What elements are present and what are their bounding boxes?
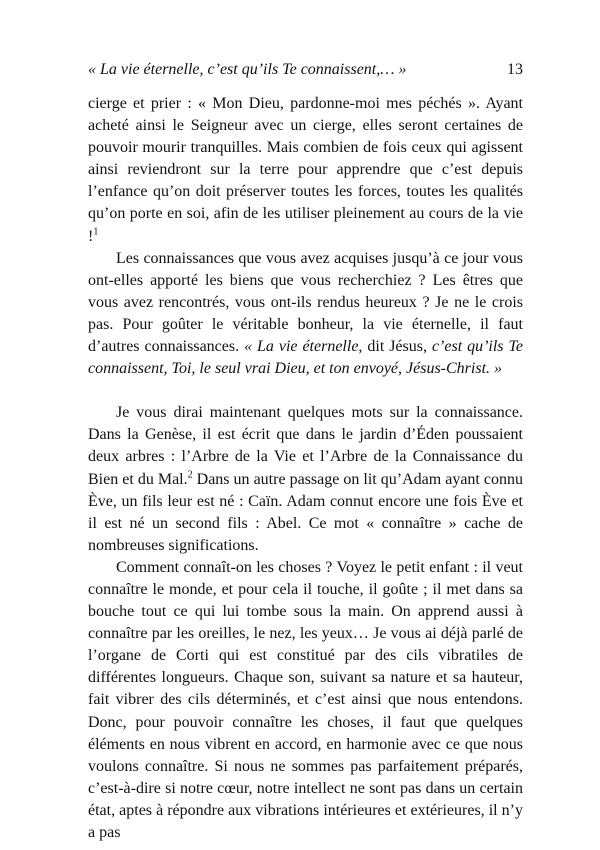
paragraph-3-text: Je vous dirai maintenant quelques mots sur la connaissance. Dans la Genèse, il est écrit que dans le jardin d’Éden poussaient deux arbres : l’Arbre de la Vie et l’Arbre de la Connaissance du Bien et du Mal. xyxy=(88,404,523,488)
paragraph-3 xyxy=(88,402,523,557)
page-header xyxy=(88,60,523,80)
paragraph-3-text-continued: Dans un autre passage on lit qu’Adam ayant connu Ève, un fils leur est né : Caïn. Adam connut encore une fois Ève et il est né un second fils : Abel. Ce mot « connaître » cache de nombreuses significations. xyxy=(88,470,523,554)
paragraph-1 xyxy=(88,93,523,248)
footnote-ref-2: 2 xyxy=(187,469,193,481)
footnote-ref-1: 1 xyxy=(93,226,99,238)
paragraph-2-attribution: dit Jésus, xyxy=(362,338,432,356)
paragraph-2 xyxy=(88,248,523,381)
running-title: « La vie éternelle, c’est qu’ils Te connaissent,… » xyxy=(88,61,407,78)
paragraph-4-text: Comment connaît-on les choses ? Voyez le petit enfant : il veut connaître le monde, et pour cela il touche, il goûte ; il met dans sa bouche tout ce qui lui tombe sous la main. On apprend aussi à connaître par les oreilles, le nez, les yeux… Je vous ai déjà parlé de l’organe de Corti qui est constitué par des cils vibratiles de différentes longueurs. Chaque son, suivant sa nature et sa hauteur, fait vibrer des cils déterminés, et c’est ainsi que nous entendons. Donc, pour pouvoir connaître les choses, il faut que quelques éléments en nous vibrent en accord, en harmonie avec ce que nous voulons connaître. Si nous ne sommes pas parfaitement préparés, c’est-à-dire si notre cœur, notre intellect ne sont pas dans un certain état, aptes à répondre aux vibrations intérieures et extérieures, il n’y a pas xyxy=(88,558,523,841)
paragraph-1-text: cierge et prier : « Mon Dieu, pardonne-moi mes péchés ». Ayant acheté ainsi le Seigneur avec un cierge, elles seront certaines de pouvoir mourir tranquilles. Mais combien de fois ceux qui agissent ainsi reviendront sur la terre pour apprendre que c’est depuis l’enfance qu’on doit préserver toutes les forces, toutes les qualités qu’on porte en soi, afin de les utiliser pleinement au cours de la vie ! xyxy=(88,95,523,245)
quote-part-1: « La vie éternelle, xyxy=(244,338,363,356)
paragraph-4 xyxy=(88,557,523,844)
body-text xyxy=(88,93,523,844)
paragraph-2-text: Les connaissances que vous avez acquises jusqu’à ce jour vous ont-elles apporté les biens que vous recherchiez ? Les êtres que vous avez rencontrés, vous ont-ils rendus heureux ? Je ne le crois pas. Pour goûter le véritable bonheur, la vie éternelle, il faut d’autres connaissances. xyxy=(88,249,523,356)
page-number: 13 xyxy=(507,61,523,78)
quote-part-2: c’est qu’ils Te connaissent, Toi, le seul vrai Dieu, et ton envoyé, Jésus-Christ. » xyxy=(88,338,524,378)
